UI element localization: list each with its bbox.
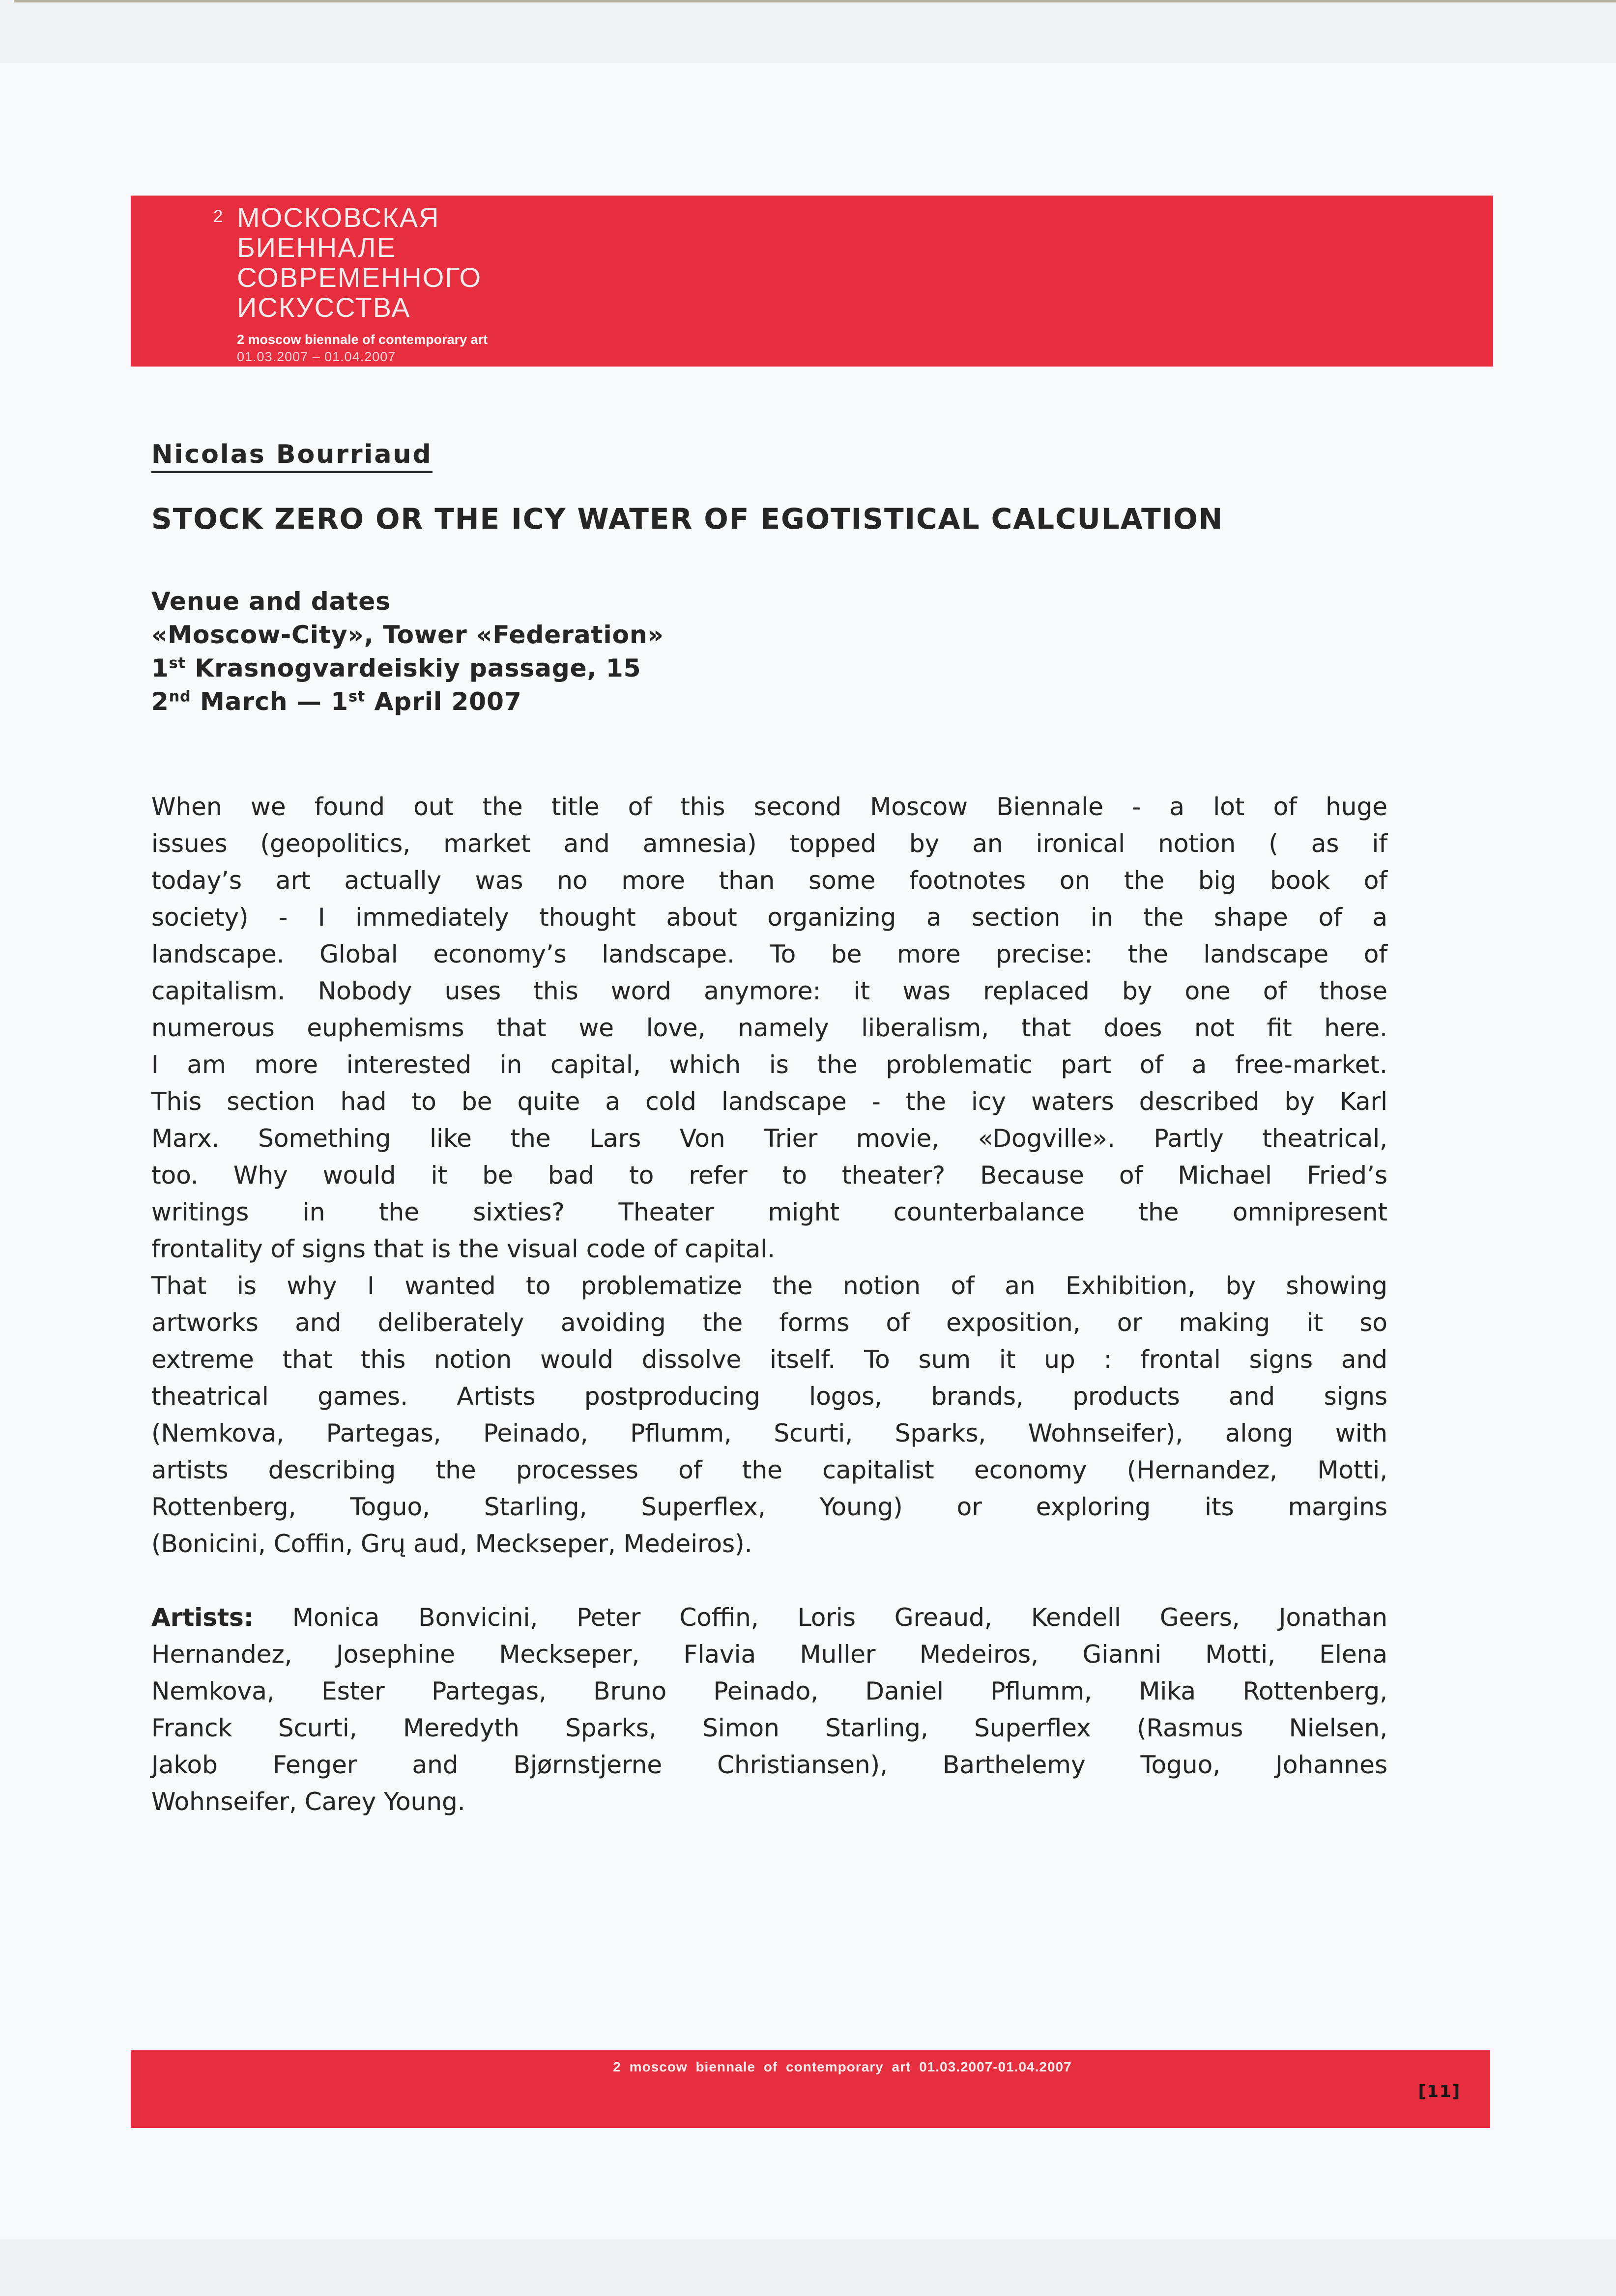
body-text-line: frontality of signs that is the visual code of capital. bbox=[151, 1235, 776, 1263]
essay-title: STOCK ZERO OR THE ICY WATER OF EGOTISTICAL CALCULATION bbox=[151, 502, 1224, 536]
venue-dates: 2nd March — 1st April 2007 bbox=[151, 687, 522, 716]
venue-address: 1st Krasnogvardeiskiy passage, 15 bbox=[151, 654, 641, 682]
body-text-line: writings in the sixties? Theater might counterbalance the omnipresent bbox=[151, 1198, 1387, 1226]
body-text-line: That is why I wanted to problematize the notion of an Exhibition, by showing bbox=[151, 1272, 1387, 1300]
artists-text-line: Wohnseifer, Carey Young. bbox=[151, 1787, 465, 1816]
body-text-line: numerous euphemisms that we love, namely liberalism, that does not fit here. bbox=[151, 1014, 1387, 1042]
body-text-line: too. Why would it be bad to refer to theater? Because of Michael Fried’s bbox=[151, 1161, 1387, 1190]
artists-text-line: Hernandez, Josephine Meckseper, Flavia Muller Medeiros, Gianni Motti, Elena bbox=[151, 1640, 1387, 1669]
venue-heading: Venue and dates bbox=[151, 587, 391, 616]
body-text-line: Marx. Something like the Lars Von Trier movie, «Dogville». Partly theatrical, bbox=[151, 1124, 1387, 1153]
body-text-line: This section had to be quite a cold landscape - the icy waters described by Karl bbox=[151, 1087, 1387, 1116]
biennale-title-line: ИСКУССТВА bbox=[237, 292, 411, 323]
edition-number: 2 bbox=[213, 207, 223, 226]
venue-block bbox=[151, 585, 664, 718]
artists-text-line: Franck Scurti, Meredyth Sparks, Simon Starling, Superflex (Rasmus Nielsen, bbox=[151, 1714, 1387, 1742]
body-text-line: artists describing the processes of the capitalist economy (Hernandez, Motti, bbox=[151, 1456, 1387, 1484]
body-paragraph-1 bbox=[151, 789, 1387, 1268]
body-text-line: I am more interested in capital, which is the problematic part of a free-market. bbox=[151, 1050, 1387, 1079]
biennale-title-line: СОВРЕМЕННОГО bbox=[237, 262, 482, 293]
body-text-line: capitalism. Nobody uses this word anymore: it was replaced by one of those bbox=[151, 977, 1387, 1005]
biennale-title-russian bbox=[237, 202, 482, 322]
venue-location: «Moscow-City», Tower «Federation» bbox=[151, 621, 664, 649]
author-name: Nicolas Bourriaud bbox=[151, 440, 433, 469]
body-paragraph-2 bbox=[151, 1268, 1387, 1562]
scan-edge bbox=[14, 0, 1616, 2]
body-text-line: (Bonicini, Coffin, Grų aud, Meckseper, Medeiros). bbox=[151, 1530, 752, 1558]
biennale-title-line: БИЕННАЛЕ bbox=[237, 232, 396, 263]
body-text-line: landscape. Global economy’s landscape. To be more precise: the landscape of bbox=[151, 940, 1387, 968]
body-text-line: theatrical games. Artists postproducing logos, brands, products and signs bbox=[151, 1382, 1387, 1411]
artists-text-line: Nemkova, Ester Partegas, Bruno Peinado, Daniel Pflumm, Mika Rottenberg, bbox=[151, 1677, 1387, 1705]
body-text-line: issues (geopolitics, market and amnesia) topped by an ironical notion ( as if bbox=[151, 829, 1387, 858]
artists-first-line: Artists: Monica Bonvicini, Peter Coffin, Loris Greaud, Kendell Geers, Jonathan bbox=[151, 1603, 1387, 1632]
header-banner bbox=[131, 196, 1493, 367]
footer-text: 2 moscow biennale of contemporary art 01.03.2007-01.04.2007 bbox=[613, 2059, 1072, 2074]
scan-bottom-margin bbox=[0, 2239, 1616, 2296]
body-text-line: today’s art actually was no more than some footnotes on the big book of bbox=[151, 866, 1387, 895]
body-text-line: Rottenberg, Toguo, Starling, Superflex, Young) or exploring its margins bbox=[151, 1493, 1387, 1521]
artists-label: Artists: bbox=[151, 1603, 254, 1632]
biennale-title-line: МОСКОВСКАЯ bbox=[237, 202, 440, 233]
footer-banner bbox=[131, 2050, 1490, 2128]
page-number: [11] bbox=[1418, 2082, 1461, 2101]
body-text-line: extreme that this notion would dissolve itself. To sum it up : frontal signs and bbox=[151, 1345, 1387, 1374]
body-text-line: artworks and deliberately avoiding the forms of exposition, or making it so bbox=[151, 1308, 1387, 1337]
header-banner-inner bbox=[131, 196, 1493, 365]
body-text-line: When we found out the title of this second Moscow Biennale - a lot of huge bbox=[151, 793, 1387, 821]
biennale-dates: 01.03.2007 – 01.04.2007 bbox=[237, 349, 396, 364]
artists-paragraph bbox=[151, 1599, 1387, 1820]
body-text-line: (Nemkova, Partegas, Peinado, Pflumm, Scurti, Sparks, Wohnseifer), along with bbox=[151, 1419, 1387, 1447]
body-text-line: society) - I immediately thought about organizing a section in the shape of a bbox=[151, 903, 1387, 932]
biennale-subtitle-english: 2 moscow biennale of contemporary art bbox=[237, 332, 488, 347]
artists-text-line: Jakob Fenger and Bjørnstjerne Christiansen), Barthelemy Toguo, Johannes bbox=[151, 1751, 1387, 1779]
